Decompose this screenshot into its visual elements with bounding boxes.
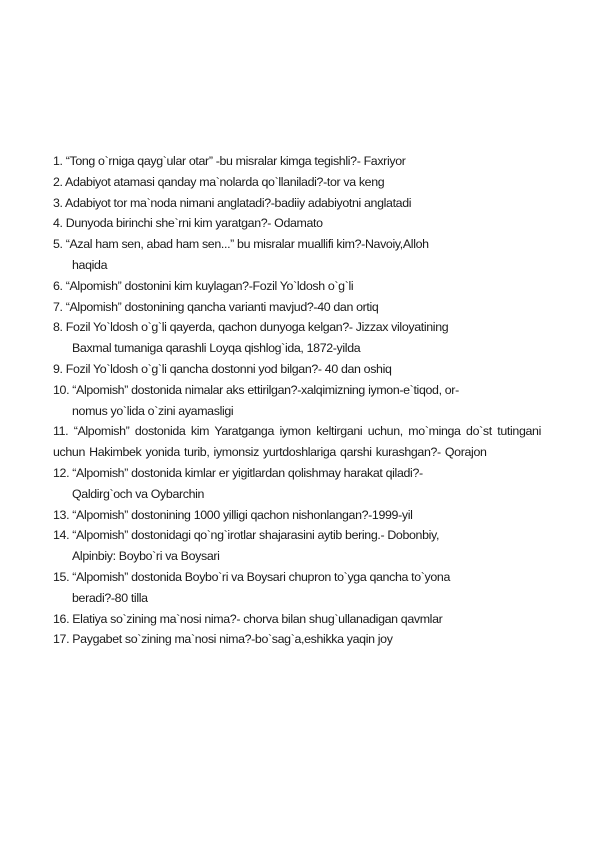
item-text: 4. Dunyoda birinchi she`rni kim yaratgan?- Odamato bbox=[53, 216, 323, 231]
item-text: 5. “Azal ham sen, abad ham sen...” bu misralar muallifi kim?-Navoiy,Alloh bbox=[53, 237, 429, 252]
item-continuation: nomus yo`lida o`zini ayamasligi bbox=[72, 403, 234, 418]
item-text: 1. “Tong o`rniga qayg`ular otar” -bu misralar kimga tegishli?- Faxriyor bbox=[53, 154, 406, 168]
item-text: 9. Fozil Yo`ldosh o`g`li qancha dostonni yod bilgan?- 40 dan oshiq bbox=[53, 361, 392, 376]
item-text: 15. “Alpomish” dostonida Boybo`ri va Boysari chupron to`yga qancha to`yona bbox=[53, 569, 450, 584]
list-item bbox=[53, 525, 541, 567]
item-text: 6. “Alpomish” dostonini kim kuylagan?-Fozil Yo`ldosh o`g`li bbox=[53, 278, 354, 293]
list-item bbox=[53, 421, 541, 463]
list-item bbox=[53, 276, 541, 297]
list-item bbox=[53, 505, 541, 526]
list-item bbox=[53, 172, 541, 193]
list-item bbox=[53, 151, 541, 172]
item-text: 12. “Alpomish” dostonida kimlar er yigitlardan qolishmay harakat qiladi?- bbox=[53, 465, 423, 480]
item-text: 10. “Alpomish” dostonida nimalar aks ettirilgan?-xalqimizning iymon-e`tiqod, or- bbox=[53, 382, 459, 397]
item-text: 16. Elatiya so`zining ma`nosi nima?- chorva bilan shug`ullanadigan qavmlar bbox=[53, 611, 443, 626]
item-text: 2. Adabiyot atamasi qanday ma`nolarda qo`llaniladi?-tor va keng bbox=[53, 174, 385, 189]
list-item bbox=[53, 317, 541, 359]
item-continuation: Baxmal tumaniga qarashli Loyqa qishlog`ida, 1872-yilda bbox=[72, 341, 361, 356]
item-continuation: Qaldirg`och va Oybarchin bbox=[72, 486, 205, 501]
item-continuation: haqida bbox=[72, 257, 108, 272]
item-text: 7. “Alpomish” dostonining qancha varianti mavjud?-40 dan ortiq bbox=[53, 299, 379, 314]
question-list bbox=[53, 151, 541, 650]
list-item bbox=[53, 567, 541, 609]
list-item bbox=[53, 359, 541, 380]
list-item bbox=[53, 609, 541, 630]
list-item bbox=[53, 234, 541, 276]
list-item bbox=[53, 629, 541, 650]
item-text: 14. “Alpomish” dostonidagi qo`ng`irotlar shajarasini aytib bering.- Dobonbiy, bbox=[53, 528, 440, 543]
item-text: 17. Paygabet so`zining ma`nosi nima?-bo`sag`a,eshikka yaqin joy bbox=[53, 632, 393, 647]
list-item bbox=[53, 380, 541, 422]
item-continuation: beradi?-80 tilla bbox=[72, 590, 148, 605]
item-text: 8. Fozil Yo`ldosh o`g`li qayerda, qachon dunyoga kelgan?- Jizzax viloyatining bbox=[53, 320, 449, 335]
item-paragraph: 11. “Alpomish” dostonida kim Yaratganga iymon keltirgani uchun, mo`minga do`st tutingani uchun Hakimbek yonida turib, iymonsiz yurtdoshlariga qarshi kurashgan?- Qorajon bbox=[53, 424, 541, 460]
item-continuation: Alpinbiy: Boybo`ri va Boysari bbox=[72, 549, 220, 564]
item-text: 3. Adabiyot tor ma`noda nimani anglatadi?-badiiy adabiyotni anglatadi bbox=[53, 195, 412, 210]
list-item bbox=[53, 213, 541, 234]
item-text: 13. “Alpomish” dostonining 1000 yilligi qachon nishonlangan?-1999-yil bbox=[53, 507, 413, 522]
list-item bbox=[53, 193, 541, 214]
list-item bbox=[53, 297, 541, 318]
list-item bbox=[53, 463, 541, 505]
